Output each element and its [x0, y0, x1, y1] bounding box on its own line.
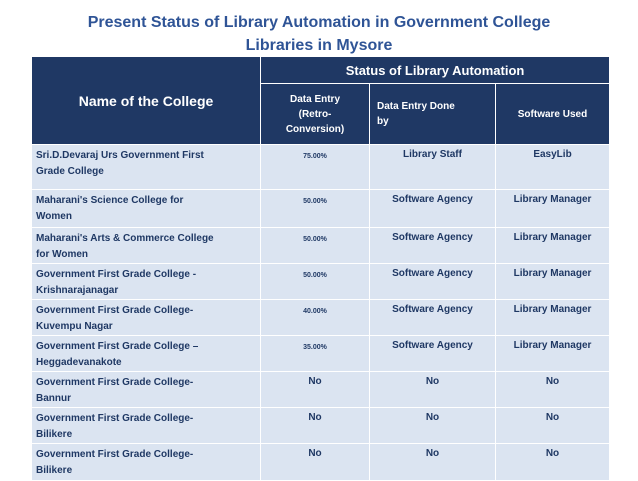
college-name — [32, 190, 261, 228]
college-name-line-1: Maharani's Arts & Commerce College — [36, 233, 214, 244]
table-row — [32, 444, 610, 481]
done-by-cell: Software Agency — [370, 190, 496, 228]
college-name-line-1: Government First Grade College- — [36, 377, 194, 388]
college-name-line-1: Government First Grade College- — [36, 305, 194, 316]
table-row — [32, 300, 610, 336]
college-name-line-1: Government First Grade College - — [36, 269, 197, 280]
data-entry-cell: No — [261, 408, 370, 444]
data-entry-cell: 75.00% — [261, 145, 370, 190]
software-cell: EasyLib — [496, 145, 610, 190]
table-row — [32, 190, 610, 228]
header-done-by-line-2: by — [377, 116, 389, 127]
data-entry-cell: No — [261, 372, 370, 408]
software-cell: No — [496, 408, 610, 444]
college-name — [32, 300, 261, 336]
college-name-line-1: Government First Grade College- — [36, 449, 194, 460]
software-cell: Library Manager — [496, 336, 610, 372]
table-row — [32, 372, 610, 408]
title-line-2: Libraries in Mysore — [245, 37, 393, 54]
college-name-line-2: Women — [36, 211, 72, 222]
software-cell: No — [496, 444, 610, 481]
college-name-line-2: Bannur — [36, 393, 71, 404]
table-row — [32, 145, 610, 190]
college-name-line-2: Bilikere — [36, 429, 73, 440]
software-cell: No — [496, 372, 610, 408]
header-status-group: Status of Library Automation — [261, 57, 610, 84]
done-by-cell: Software Agency — [370, 264, 496, 300]
college-name-line-2: Bilikere — [36, 465, 73, 476]
data-entry-cell: No — [261, 444, 370, 481]
college-name — [32, 372, 261, 408]
done-by-cell: Software Agency — [370, 300, 496, 336]
software-cell: Library Manager — [496, 300, 610, 336]
done-by-cell: Library Staff — [370, 145, 496, 190]
header-software-used: Software Used — [496, 84, 610, 145]
college-name-line-1: Government First Grade College- — [36, 413, 194, 424]
data-entry-cell: 50.00% — [261, 190, 370, 228]
college-name — [32, 444, 261, 481]
done-by-cell: Software Agency — [370, 228, 496, 264]
table-row — [32, 264, 610, 300]
college-name-line-2: Grade College — [36, 166, 104, 177]
software-cell: Library Manager — [496, 190, 610, 228]
college-name — [32, 336, 261, 372]
header-done-by-line-1: Data Entry Done — [377, 101, 455, 112]
page-title — [0, 11, 638, 57]
software-cell: Library Manager — [496, 264, 610, 300]
college-name-line-2: Kuvempu Nagar — [36, 321, 113, 332]
college-name-line-1: Government First Grade College – — [36, 341, 199, 352]
header-done-by — [370, 84, 496, 145]
data-entry-cell: 50.00% — [261, 228, 370, 264]
data-entry-cell: 50.00% — [261, 264, 370, 300]
college-name — [32, 264, 261, 300]
automation-status-table — [31, 56, 610, 481]
college-name-line-2: Krishnarajanagar — [36, 285, 119, 296]
college-name-line-1: Sri.D.Devaraj Urs Government First — [36, 150, 204, 161]
header-data-entry-line-2: (Retro- — [298, 108, 332, 120]
college-name — [32, 408, 261, 444]
table-row — [32, 228, 610, 264]
table-row — [32, 408, 610, 444]
college-name — [32, 228, 261, 264]
college-name-line-2: for Women — [36, 249, 89, 260]
table-row — [32, 336, 610, 372]
header-data-entry — [261, 84, 370, 145]
college-name-line-1: Maharani's Science College for — [36, 195, 184, 206]
header-data-entry-line-3: Conversion) — [285, 123, 345, 135]
done-by-cell: No — [370, 444, 496, 481]
software-cell: Library Manager — [496, 228, 610, 264]
title-line-1: Present Status of Library Automation in Government College — [87, 14, 551, 31]
college-name-line-2: Heggadevanakote — [36, 357, 122, 368]
header-data-entry-line-1: Data Entry — [289, 93, 340, 105]
done-by-cell: Software Agency — [370, 336, 496, 372]
done-by-cell: No — [370, 408, 496, 444]
done-by-cell: No — [370, 372, 496, 408]
college-name — [32, 145, 261, 190]
data-entry-cell: 35.00% — [261, 336, 370, 372]
header-name-of-college: Name of the College — [32, 57, 261, 145]
data-entry-cell: 40.00% — [261, 300, 370, 336]
